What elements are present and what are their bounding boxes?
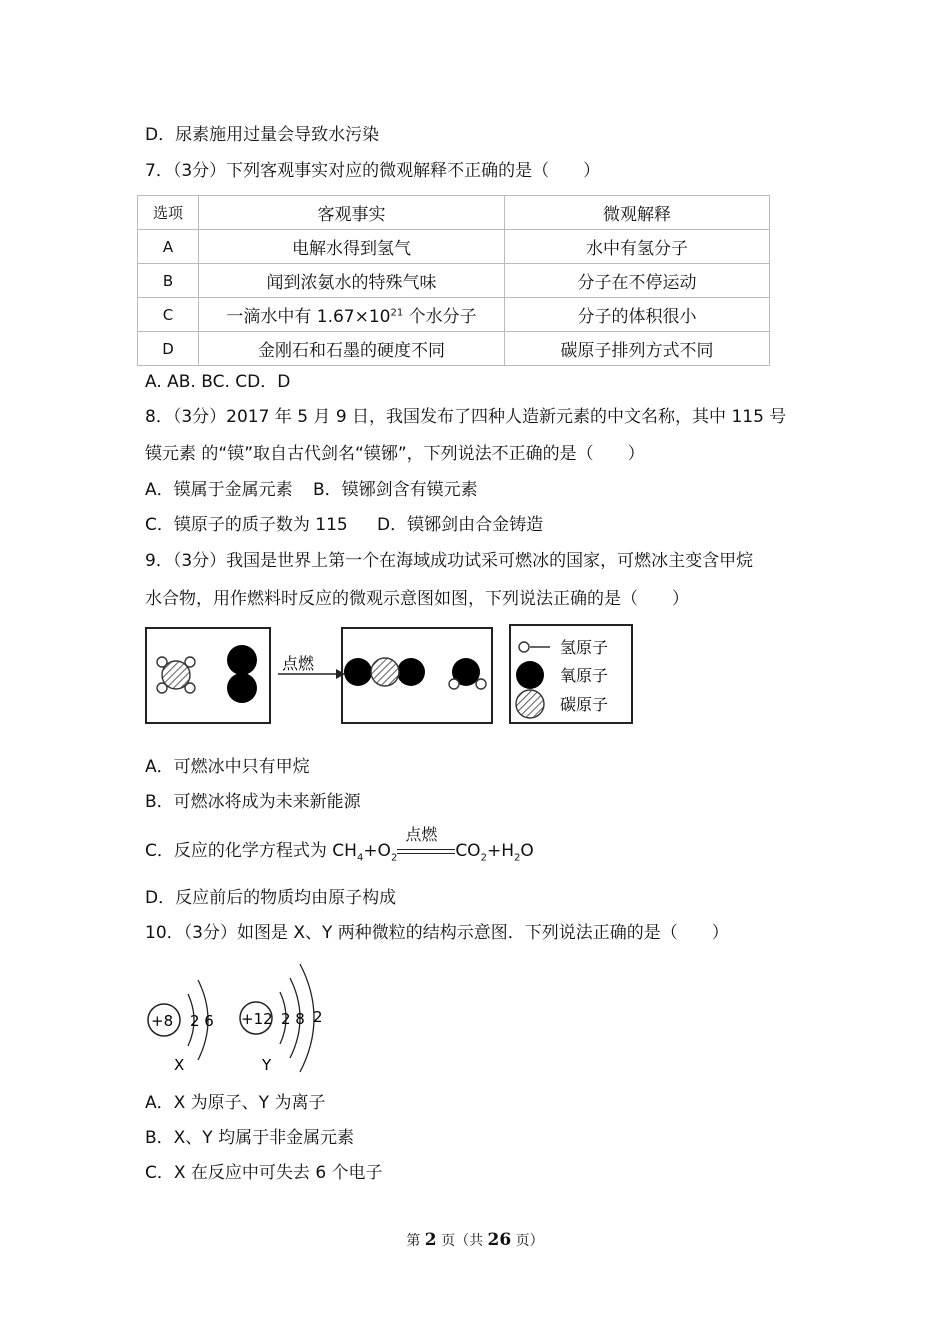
eq-o: O (520, 841, 534, 861)
y-outer-electrons: 2 (313, 1008, 323, 1026)
table-row (138, 298, 770, 332)
footer-pre: 第 (406, 1233, 425, 1249)
header-explain: 微观解释 (505, 196, 770, 230)
eq-co: CO (455, 841, 481, 861)
q8-option-b: B．镆铘剑含有镆元素 (313, 480, 478, 500)
footer-page-number: 2 (424, 1230, 437, 1250)
q9-option-a: A．可燃冰中只有甲烷 (145, 757, 310, 777)
q10-atom-structure-diagram (140, 958, 340, 1076)
legend-hydrogen: 氢原子 (560, 638, 609, 657)
row-option: C (138, 298, 199, 332)
exponent: 21 (390, 307, 404, 319)
eq-plus-o: +O (363, 841, 391, 861)
row-option: B (138, 264, 199, 298)
q10-option-b: B．X、Y 均属于非金属元素 (145, 1128, 355, 1148)
x-nucleus-charge: +8 (151, 1012, 174, 1030)
q7-answers: A. AB. BC. CD．D (145, 372, 291, 392)
row-fact: 电解水得到氢气 (199, 230, 505, 264)
q7-table (137, 195, 770, 366)
row-explain: 碳原子排列方式不同 (505, 332, 770, 366)
option-c-text: C．反应的化学方程式为 (145, 841, 333, 861)
footer-total-pages: 26 (487, 1230, 512, 1250)
footer-post: 页） (511, 1233, 544, 1249)
table-row (138, 264, 770, 298)
sub-2: 2 (480, 852, 487, 864)
q9-option-c (145, 825, 534, 869)
fact-text: 一滴水中有 1.67×10 (226, 307, 391, 327)
page-footer (0, 1230, 950, 1250)
row-explain: 分子的体积很小 (505, 298, 770, 332)
q7-stem: 7．（3分）下列客观事实对应的微观解释不正确的是（ ） (145, 161, 601, 181)
co2-molecule (344, 658, 425, 686)
row-fact: 金刚石和石墨的硬度不同 (199, 332, 505, 366)
q10-stem: 10．（3分）如图是 X、Y 两种微粒的结构示意图．下列说法正确的是（ ） (145, 923, 729, 943)
x-shell-electrons: 2 6 (190, 1012, 214, 1030)
q8-stem-line2: 镆元素 的“镆”取自古代剑名“镆铘”，下列说法不正确的是（ ） (145, 444, 645, 464)
sub-2: 2 (390, 852, 398, 864)
q10-option-c: C．X 在反应中可失去 6 个电子 (145, 1163, 383, 1183)
oxygen-legend-icon (516, 661, 544, 689)
table-row (138, 230, 770, 264)
q8-option-c: C．镆原子的质子数为 115 (145, 515, 348, 535)
row-fact: 闻到浓氨水的特殊气味 (199, 264, 505, 298)
row-option: D (138, 332, 199, 366)
q10-option-a: A．X 为原子、Y 为离子 (145, 1093, 326, 1113)
header-option: 选项 (138, 196, 199, 230)
y-label: Y (262, 1056, 272, 1074)
q8-option-a: A．镆属于金属元素 (145, 480, 293, 500)
table-header-row (138, 196, 770, 230)
arrowhead (336, 669, 345, 679)
eq-condition: 点燃 (405, 825, 438, 844)
methane-molecule (157, 657, 195, 693)
table-row (138, 332, 770, 366)
y-nucleus-charge: +12 (241, 1010, 273, 1028)
q8-stem-line1: 8．（3分）2017 年 5 月 9 日，我国发布了四种人造新元素的中文名称，其中 115 号 (145, 407, 787, 427)
fact-text-end: 个水分子 (403, 307, 477, 327)
eq-plus-h: +H (486, 841, 514, 861)
row-explain: 分子在不停运动 (505, 264, 770, 298)
water-molecule (449, 658, 486, 689)
q9-stem-line2: 水合物，用作燃料时反应的微观示意图如图，下列说法正确的是（ ） (145, 589, 689, 609)
oxygen-molecule (227, 645, 257, 703)
q9-reaction-diagram (140, 622, 640, 728)
x-label: X (174, 1056, 185, 1074)
q9-stem-line1: 9．（3分）我国是世界上第一个在海域成功试采可燃冰的国家，可燃冰主变含甲烷 (145, 551, 754, 571)
legend-carbon: 碳原子 (560, 695, 609, 714)
sub-4: 4 (356, 852, 364, 864)
eq-double-line (397, 849, 455, 854)
y-shell-electrons: 2 8 (281, 1010, 305, 1028)
arrow-label: 点燃 (282, 654, 315, 673)
row-explain: 水中有氢分子 (505, 230, 770, 264)
eq-ch: CH (332, 841, 357, 861)
footer-mid: 页（共 (436, 1233, 488, 1249)
carbon-legend-icon (516, 690, 544, 718)
eq-sign (397, 825, 455, 862)
q8-option-d: D．镆铘剑由合金铸造 (377, 515, 544, 535)
header-fact: 客观事实 (199, 196, 505, 230)
sub-2: 2 (513, 852, 521, 864)
q9-option-d: D．反应前后的物质均由原子构成 (145, 888, 397, 908)
q6-option-d: D．尿素施用过量会导致水污染 (145, 125, 380, 145)
row-option: A (138, 230, 199, 264)
hydrogen-legend-icon (519, 642, 529, 652)
row-fact (199, 298, 505, 332)
q9-option-b: B．可燃冰将成为未来新能源 (145, 792, 361, 812)
legend-oxygen: 氧原子 (560, 666, 609, 685)
